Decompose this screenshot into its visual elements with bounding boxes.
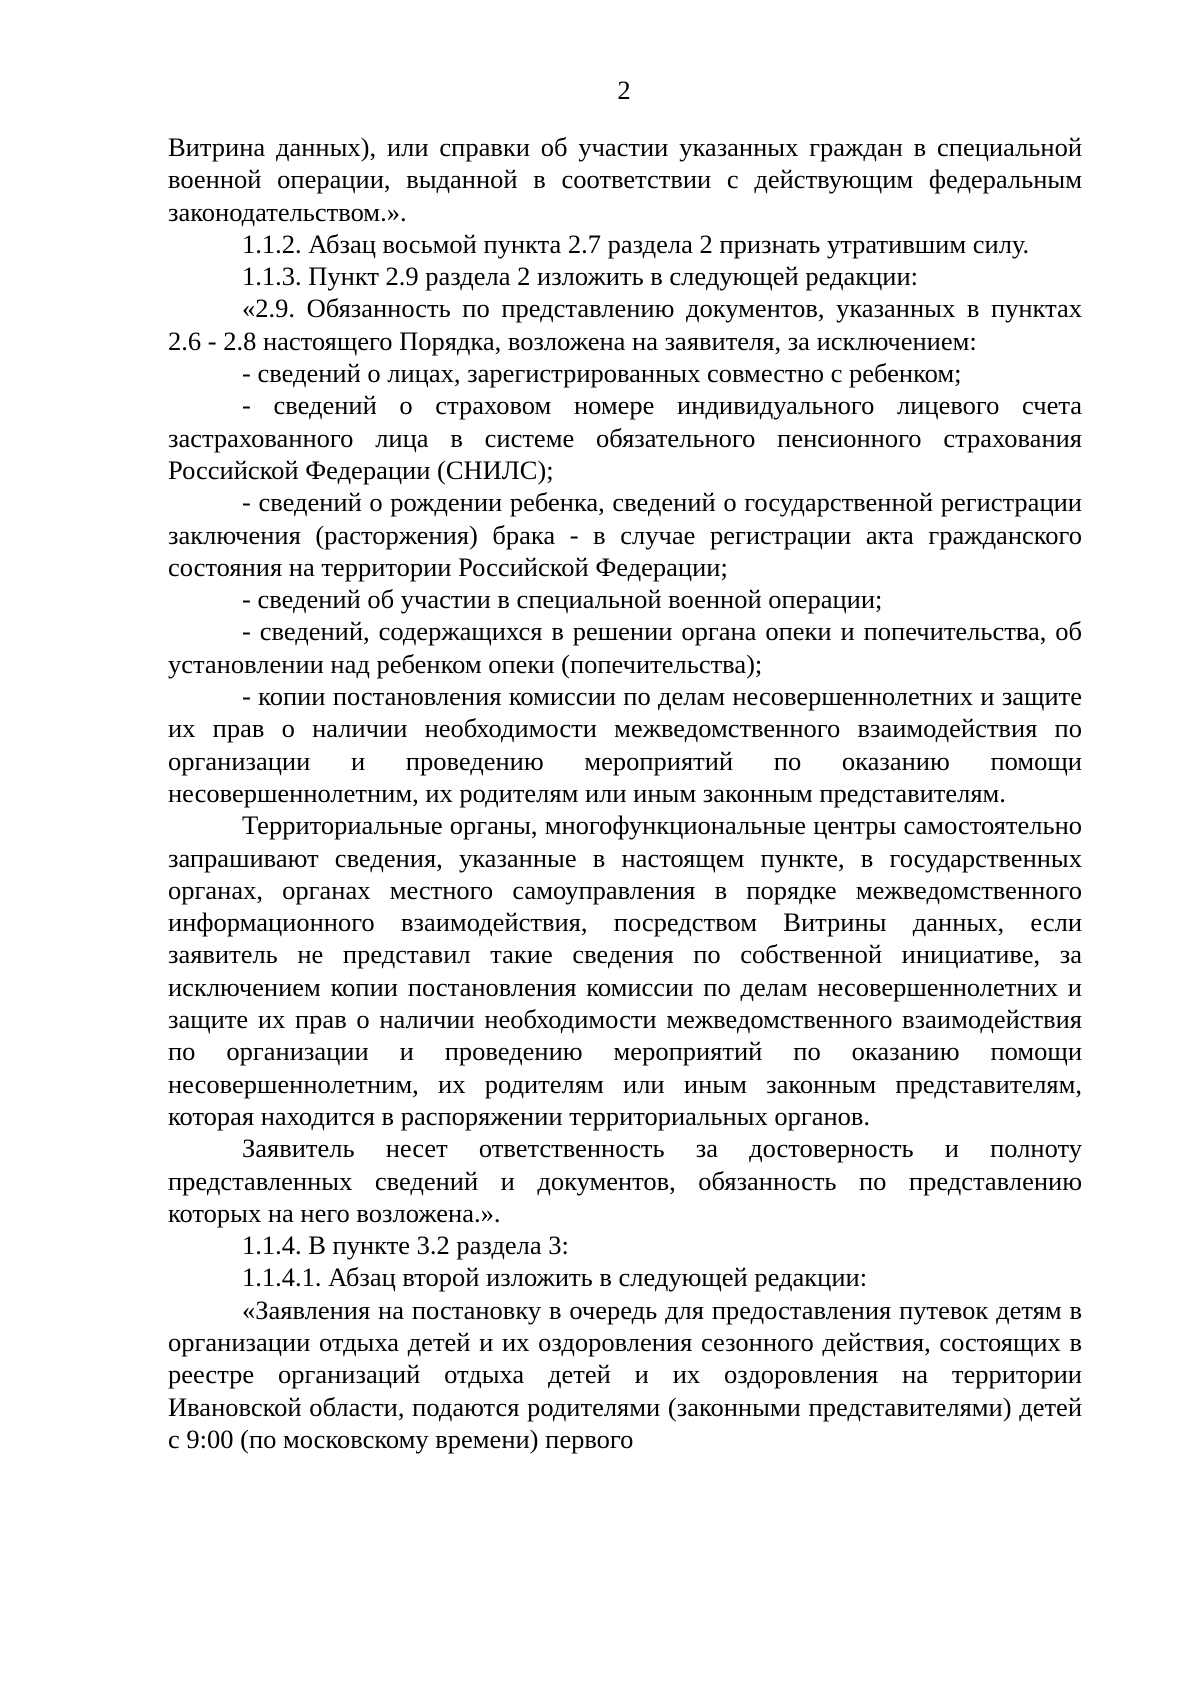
page-number: 2 (617, 75, 631, 105)
paragraph: Территориальные органы, многофункциональные центры самостоятельно запрашивают сведения, указанные в настоящем пункте, в государственных органах, органах местного самоуправления в порядке межведомственного информационного взаимодействия, посредством Витрины данных, если заявитель не представил такие сведения по собственной инициативе, за исключением копии постановления комиссии по делам несовершеннолетних и защите их прав о наличии необходимости межведомственного взаимодействия по организации и проведению мероприятий по оказанию помощи несовершеннолетним, их родителям или иным законным представителям, которая находится в распоряжении территориальных органов. (168, 810, 1082, 1131)
list-item: - копии постановления комиссии по делам несовершеннолетних и защите их прав о наличии необходимости межведомственного взаимодействия по организации и проведению мероприятий по оказанию помощи несовершеннолетним, их родителям или иным законным представителям. (168, 681, 1082, 808)
list-item: - сведений об участии в специальной военной операции; (242, 584, 883, 615)
paragraph: «2.9. Обязанность по представлению документов, указанных в пунктах 2.6 - 2.8 настоящего Порядка, возложена на заявителя, за исключением: (168, 293, 1082, 356)
list-item: - сведений о лицах, зарегистрированных совместно с ребенком; (242, 358, 962, 389)
document-body (168, 131, 1082, 1455)
list-item: - сведений, содержащихся в решении органа опеки и попечительства, об установлении над ребенком опеки (попечительства); (168, 616, 1082, 679)
paragraph: 1.1.2. Абзац восьмой пункта 2.7 раздела 2 признать утратившим силу. (242, 228, 1030, 259)
paragraph: «Заявления на постановку в очередь для предоставления путевок детям в организации отдыха детей и их оздоровления сезонного действия, состоящих в реестре организаций отдыха детей и их оздоровления на территории Ивановской области, подаются родителями (законными представителями) детей с 9:00 (по московскому времени) первого (168, 1294, 1082, 1454)
paragraph: 1.1.4.1. Абзац второй изложить в следующей редакции: (242, 1262, 868, 1293)
paragraph: Заявитель несет ответственность за достоверность и полноту представленных сведений и документов, обязанность по представлению которых на него возложена.». (168, 1133, 1082, 1228)
paragraph: 1.1.4. В пункте 3.2 раздела 3: (242, 1230, 569, 1261)
paragraph: Витрина данных), или справки об участии указанных граждан в специальной военной операции, выданной в соответствии с действующим федеральным законодательством.». (168, 132, 1082, 227)
paragraph: 1.1.3. Пункт 2.9 раздела 2 изложить в следующей редакции: (242, 261, 919, 292)
list-item: - сведений о рождении ребенка, сведений о государственной регистрации заключения (расторжения) брака - в случае регистрации акта гражданского состояния на территории Российской Федерации; (168, 487, 1082, 582)
list-item: - сведений о страховом номере индивидуального лицевого счета застрахованного лица в системе обязательного пенсионного страхования Российской Федерации (СНИЛС); (168, 390, 1082, 485)
